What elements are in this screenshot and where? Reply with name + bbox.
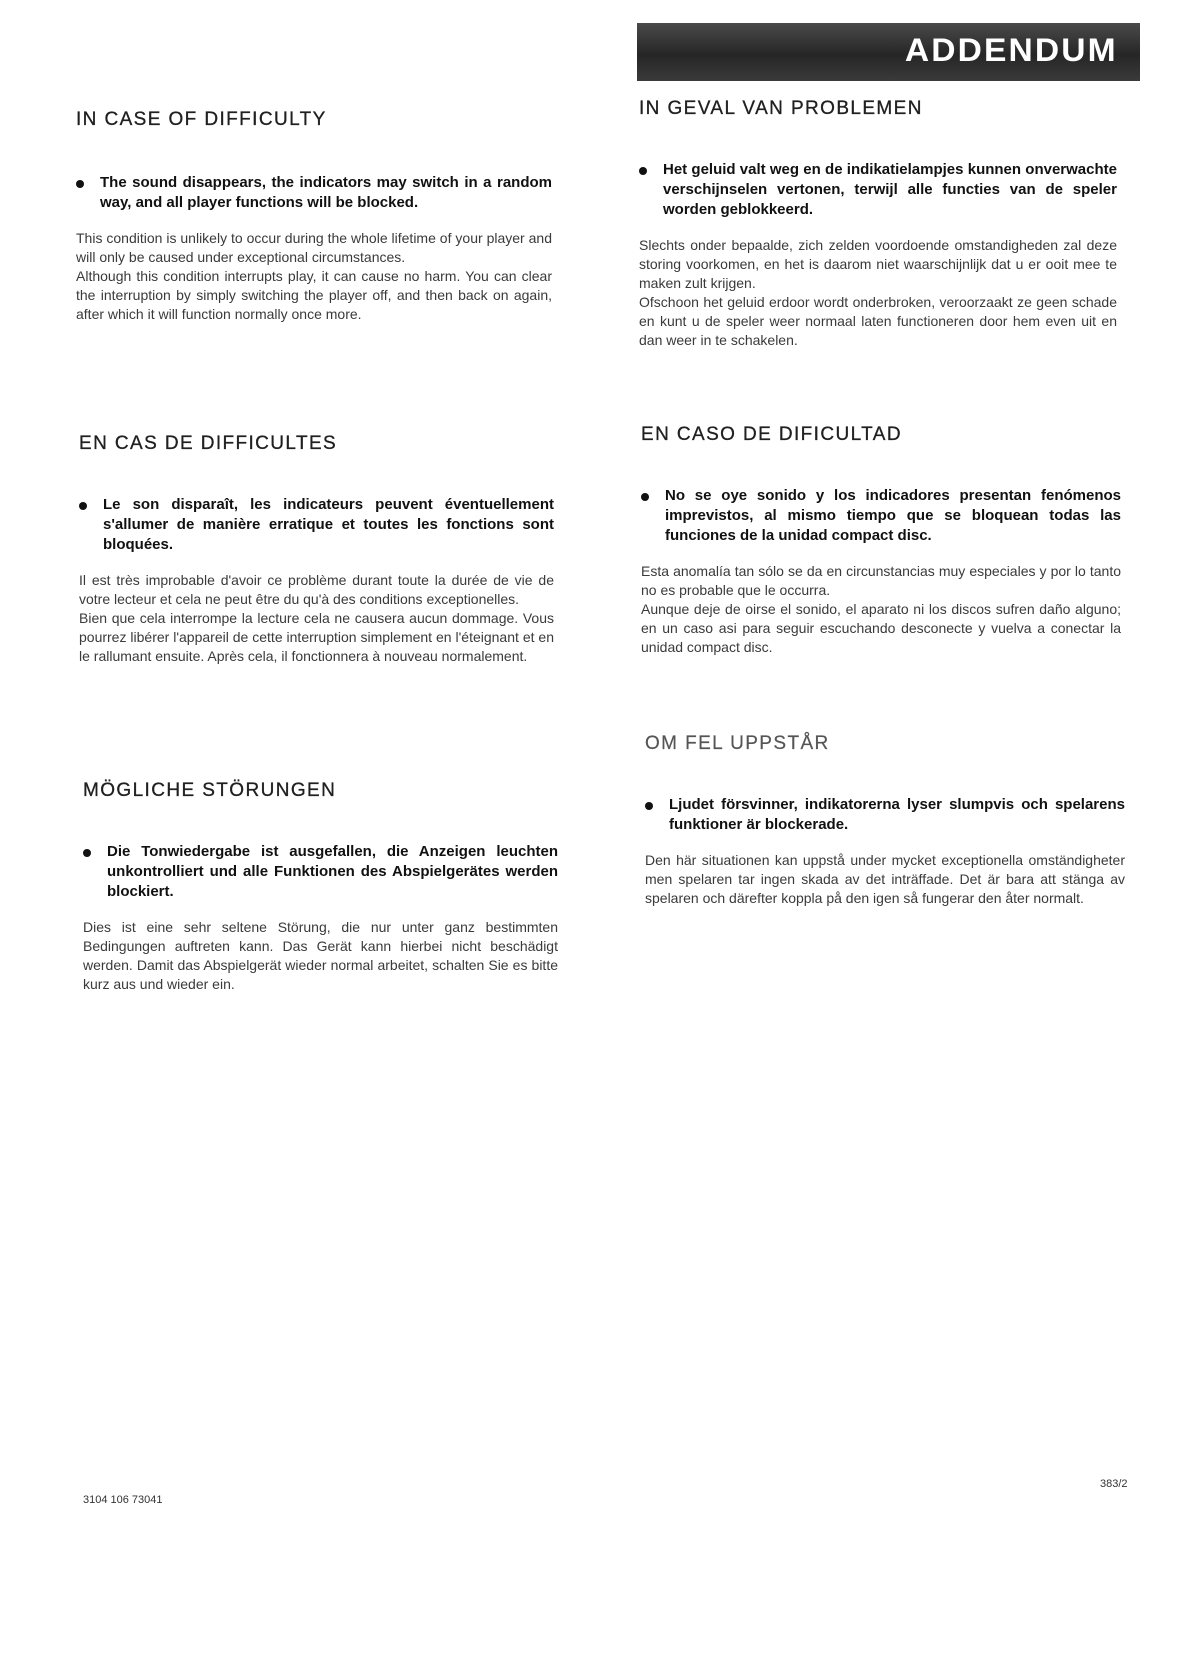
- bullet-point: [79, 495, 554, 555]
- bullet-dot-icon: [645, 802, 653, 810]
- bullet-dot-icon: [639, 167, 647, 175]
- body-text: [79, 571, 554, 666]
- bullet-point: [76, 173, 552, 213]
- section-heading: IN GEVAL VAN PROBLEMEN: [639, 98, 923, 119]
- section-french: [79, 433, 554, 666]
- body-text: [641, 562, 1121, 657]
- bullet-point: [639, 160, 1117, 220]
- section-english: [76, 109, 552, 324]
- bullet-text: No se oye sonido y los indicadores presentan fenómenos imprevistos, al mismo tiempo que se bloquean todas las funciones de la unidad compact disc.: [665, 487, 1121, 544]
- paragraph: Den här situationen kan uppstå under mycket exceptionella omständigheter men spelaren tar ingen skada av det inträffade. Det är bara att stänga av spelaren och därefter koppla på den igen så fungerar den åter normalt.: [645, 852, 1125, 906]
- bullet-text: Ljudet försvinner, indikatorerna lyser slumpvis och spelarens funktioner är blockerade.: [669, 796, 1125, 833]
- paragraph: This condition is unlikely to occur during the whole lifetime of your player and will only be caused under exceptional circumstances.: [76, 230, 552, 265]
- body-text: [645, 851, 1125, 908]
- body-text: [639, 236, 1117, 350]
- paragraph: Dies ist eine sehr seltene Störung, die nur unter ganz bestimmten Bedingungen auftreten kann. Das Gerät kann hierbei nicht beschädigt werden. Damit das Abspielgerät wieder normal arbeitet, schalten Sie es bitte kurz aus und wieder ein.: [83, 919, 558, 992]
- section-heading: EN CASO DE DIFICULTAD: [641, 424, 902, 445]
- section-swedish: [645, 733, 1125, 908]
- bullet-text: Le son disparaît, les indicateurs peuvent éventuellement s'allumer de manière erratique et toutes les fonctions sont bloquées.: [103, 496, 554, 553]
- bullet-dot-icon: [641, 493, 649, 501]
- banner-title: ADDENDUM: [905, 32, 1118, 68]
- bullet-point: [83, 842, 558, 902]
- section-heading: OM FEL UPPSTÅR: [645, 733, 830, 754]
- page-code: 383/2: [1100, 1478, 1128, 1490]
- section-german: [83, 780, 558, 994]
- part-number: 3104 106 73041: [83, 1494, 163, 1506]
- bullet-dot-icon: [79, 502, 87, 510]
- bullet-dot-icon: [83, 849, 91, 857]
- paragraph: Although this condition interrupts play, it can cause no harm. You can clear the interruption by simply switching the player off, and then back on again, after which it will function normally once more.: [76, 268, 552, 322]
- bullet-dot-icon: [76, 180, 84, 188]
- section-heading: IN CASE OF DIFFICULTY: [76, 109, 327, 130]
- section-dutch: [639, 98, 1117, 350]
- section-heading: MÖGLICHE STÖRUNGEN: [83, 780, 337, 801]
- bullet-text: Die Tonwiedergabe ist ausgefallen, die Anzeigen leuchten unkontrolliert und alle Funktionen des Abspielgerätes werden blockiert.: [107, 843, 558, 900]
- paragraph: Esta anomalía tan sólo se da en circunstancias muy especiales y por lo tanto no es probable que le occurra.: [641, 563, 1121, 598]
- paragraph: Il est très improbable d'avoir ce problème durant toute la durée de vie de votre lecteur et cela ne peut être du qu'à des conditions exceptionelles.: [79, 572, 554, 607]
- section-spanish: [641, 424, 1121, 657]
- bullet-point: [645, 795, 1125, 835]
- bullet-text: Het geluid valt weg en de indikatielampjes kunnen onverwachte verschijnselen vertonen, terwijl alle functies van de speler worden geblokkeerd.: [663, 161, 1117, 218]
- paragraph: Slechts onder bepaalde, zich zelden voordoende omstandigheden zal deze storing voorkomen, en het is daarom niet waarschijnlijk dat u er ooit mee te maken zult krijgen.: [639, 237, 1117, 291]
- body-text: [83, 918, 558, 994]
- paragraph: Bien que cela interrompe la lecture cela ne causera aucun dommage. Vous pourrez libérer l'appareil de cette interruption simplement en l'éteignant et en le rallumant ensuite. Après cela, il fonctionnera à nouveau normalement.: [79, 610, 554, 664]
- section-heading: EN CAS DE DIFFICULTES: [79, 433, 338, 454]
- paragraph: Ofschoon het geluid erdoor wordt onderbroken, veroorzaakt ze geen schade en kunt u de speler weer normaal laten functioneren door hem even uit en dan weer in te schakelen.: [639, 294, 1117, 348]
- body-text: [76, 229, 552, 324]
- bullet-point: [641, 486, 1121, 546]
- paragraph: Aunque deje de oirse el sonido, el aparato ni los discos sufren daño alguno; en un caso asi para seguir escuchando desconecte y vuelva a conectar la unidad compact disc.: [641, 601, 1121, 655]
- bullet-text: The sound disappears, the indicators may switch in a random way, and all player functions will be blocked.: [100, 174, 552, 211]
- addendum-banner: [637, 23, 1140, 81]
